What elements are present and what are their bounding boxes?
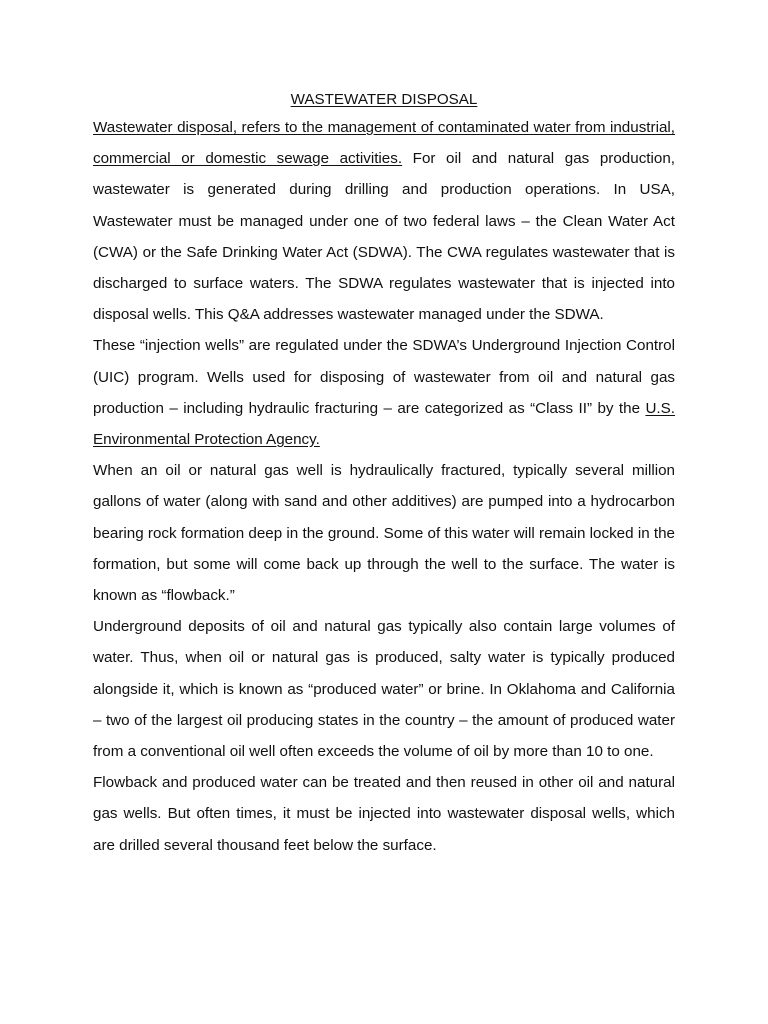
document-title: WASTEWATER DISPOSAL <box>290 91 478 108</box>
paragraph-disposal-wells: Flowback and produced water can be treated and then reused in other oil and natural gas wells. But often times, it must be injected into wastewater disposal wells, which are drilled several thousand feet below the surface. <box>93 774 675 854</box>
definition-body-text: For oil and natural gas production, wastewater is generated during drilling and production operations. In USA, Wastewater must be managed under one of two federal laws – the Clean Water Act (CWA) or the Safe Drinking Water Act (SDWA). The CWA regulates wastewater that is discharged to surface waters. The SDWA regulates wastewater that is injected into disposal wells. This Q&A addresses wastewater managed under the SDWA. <box>93 150 675 324</box>
paragraph-injection-wells <box>93 330 675 455</box>
definition-underlined-text: Wastewater disposal, refers to the management of contaminated water from industrial, commercial or domestic sewage activities. <box>93 119 675 168</box>
epa-link[interactable]: U.S. Environmental Protection Agency. <box>93 399 675 449</box>
paragraph-flowback: When an oil or natural gas well is hydraulically fractured, typically several million gallons of water (along with sand and other additives) are pumped into a hydrocarbon bearing rock formation deep in the ground. Some of this water will remain locked in the formation, but some will come back up through the well to the surface. The water is known as “flowback.” <box>93 462 675 605</box>
paragraph-definition <box>93 112 675 330</box>
injection-wells-text: These “injection wells” are regulated under the SDWA’s Underground Injection Control (UIC) program. Wells used for disposing of wastewater from oil and natural gas production – including hydraulic fracturing – are categorized as “Class II” by the <box>93 337 675 417</box>
paragraph-produced-water: Underground deposits of oil and natural gas typically also contain large volumes of water. Thus, when oil or natural gas is produced, salty water is typically produced alongside it, which is known as “produced water” or brine. In Oklahoma and California – two of the largest oil producing states in the country – the amount of produced water from a conventional oil well often exceeds the volume of oil by more than 10 to one. <box>93 618 675 761</box>
document-body <box>93 88 675 861</box>
